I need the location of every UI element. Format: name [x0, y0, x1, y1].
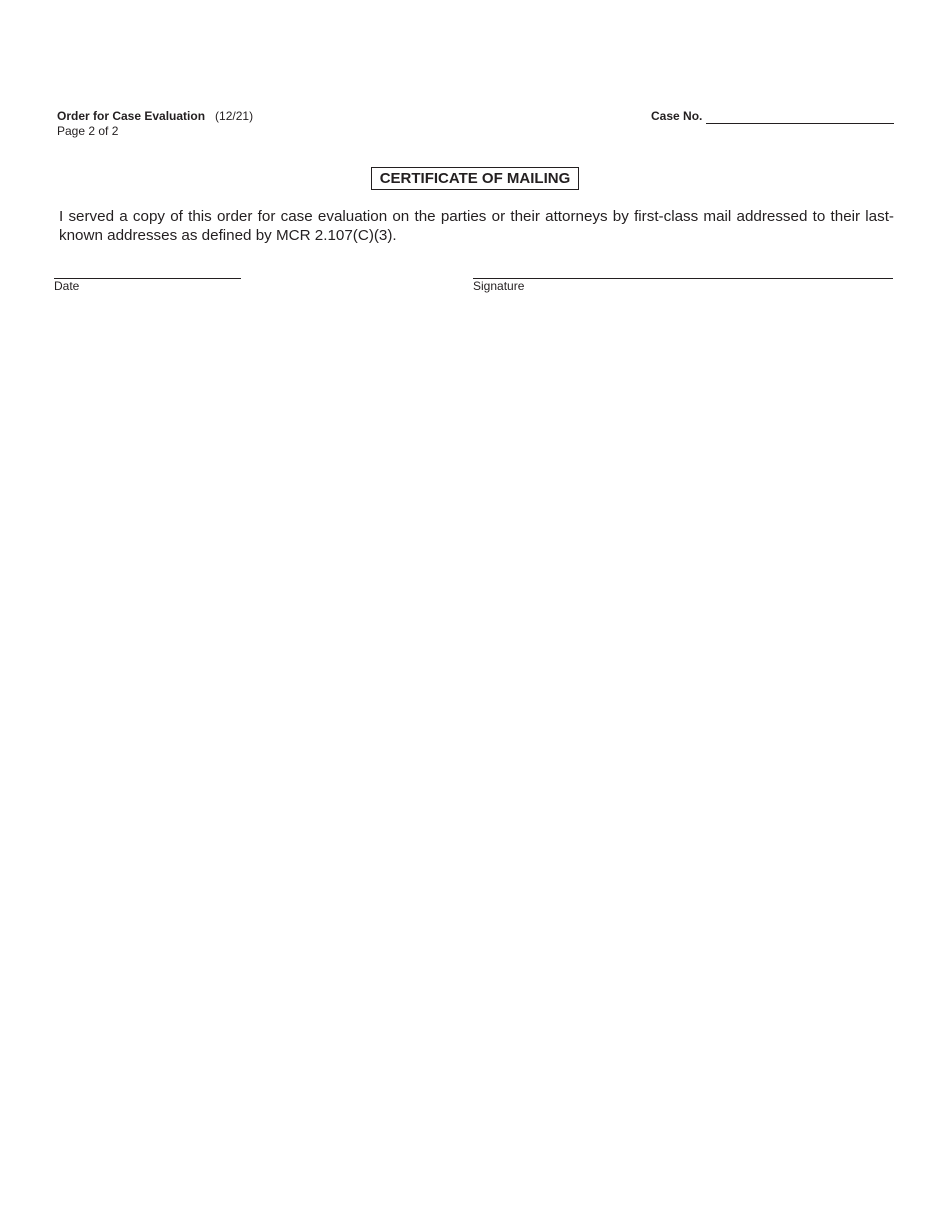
- case-no-label: Case No.: [651, 109, 703, 123]
- date-label: Date: [54, 279, 80, 293]
- form-header: [57, 109, 253, 139]
- form-revision: (12/21): [215, 109, 254, 123]
- signature-input-line[interactable]: [473, 278, 893, 279]
- case-number-field: [651, 109, 894, 124]
- form-title-row: [57, 109, 253, 124]
- certificate-title: CERTIFICATE OF MAILING: [371, 167, 579, 190]
- date-input-line[interactable]: [54, 278, 241, 279]
- form-title: Order for Case Evaluation: [57, 109, 206, 123]
- signature-label: Signature: [473, 279, 525, 293]
- page-indicator: Page 2 of 2: [57, 124, 119, 138]
- certificate-body-text: I served a copy of this order for case evaluation on the parties or their attorneys by first-class mail addressed to their last-known addresses as defined by MCR 2.107(C)(3).: [59, 208, 894, 244]
- case-no-input-line[interactable]: [706, 112, 894, 124]
